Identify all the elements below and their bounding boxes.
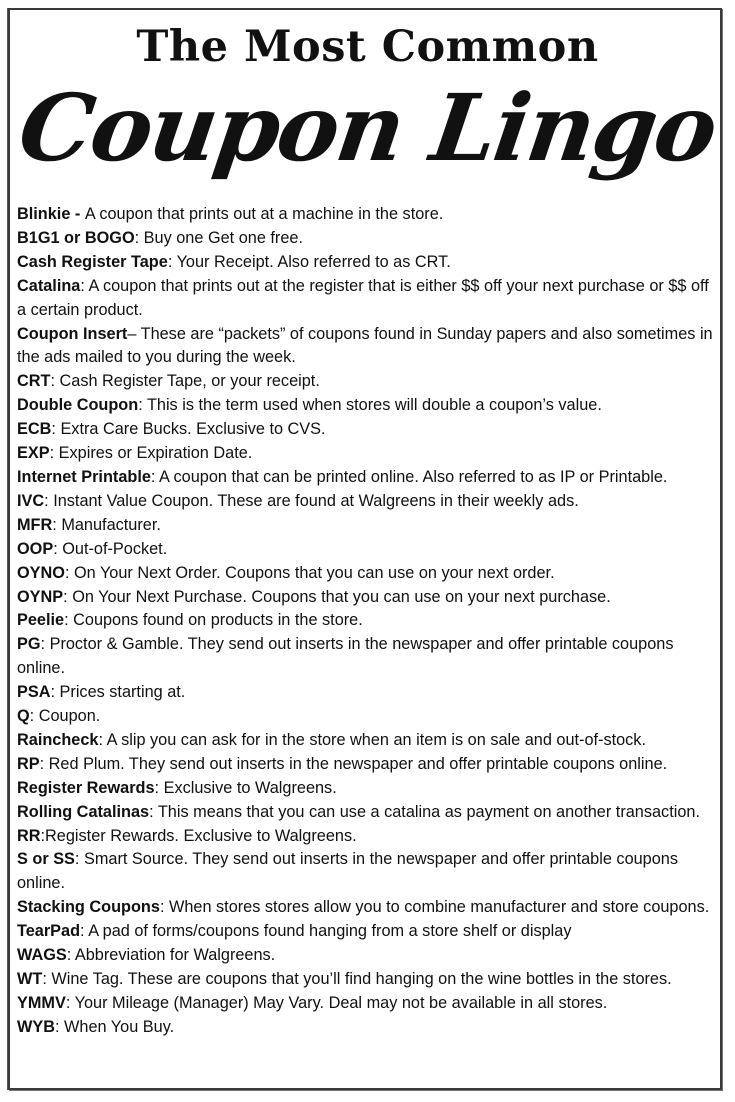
glossary-entry xyxy=(17,944,722,968)
glossary-definition: : Manufacturer. xyxy=(52,515,161,534)
glossary-term: Stacking Coupons xyxy=(17,898,160,917)
glossary-term: RP xyxy=(17,754,40,773)
glossary-term: OYNO xyxy=(17,563,65,582)
glossary-term: Register Rewards xyxy=(17,778,155,797)
glossary-term: OOP xyxy=(17,539,54,558)
glossary-entry xyxy=(17,825,722,849)
glossary-definition: : Red Plum. They send out inserts in the newspaper and offer printable coupons online. xyxy=(39,754,668,773)
glossary-term: ECB xyxy=(17,420,52,439)
glossary-definition: : This means that you can use a catalina as payment on another transaction. xyxy=(149,802,700,821)
glossary-term: Peelie xyxy=(17,611,65,630)
glossary-entry xyxy=(17,323,722,371)
glossary-term: TearPad xyxy=(17,922,81,941)
glossary-term: Blinkie - xyxy=(17,205,85,223)
glossary-term: S or SS xyxy=(17,850,75,869)
glossary-entry xyxy=(17,896,722,920)
glossary-definition: : Cash Register Tape, or your receipt. xyxy=(50,372,320,391)
glossary-entry xyxy=(17,681,722,705)
glossary-term: Q xyxy=(17,707,30,726)
glossary-term: Cash Register Tape xyxy=(17,252,168,271)
glossary-term: RR xyxy=(17,826,41,845)
glossary-definition: : Out-of-Pocket. xyxy=(53,539,168,558)
glossary-term: WAGS xyxy=(17,946,67,965)
glossary-term: MFR xyxy=(17,515,53,534)
glossary-definition: : Buy one Get one free. xyxy=(134,228,303,247)
glossary-entry xyxy=(17,370,722,394)
glossary-term: YMMV xyxy=(17,993,66,1012)
glossary-definition: : Coupons found on products in the store. xyxy=(64,611,363,630)
glossary-definition: :Register Rewards. Exclusive to Walgreens. xyxy=(40,826,357,845)
glossary-entry xyxy=(17,1016,722,1040)
glossary-entry xyxy=(17,466,722,490)
glossary-entry xyxy=(17,633,722,681)
glossary-entry xyxy=(17,848,722,896)
glossary-term: WYB xyxy=(17,1017,55,1036)
glossary-definition: : Expires or Expiration Date. xyxy=(49,444,253,463)
glossary-definition: A coupon that prints out at a machine in the store. xyxy=(84,205,444,223)
glossary-definition: : When stores stores allow you to combine manufacturer and store coupons. xyxy=(159,898,710,917)
glossary-definition: : Proctor & Gamble. They send out inserts in the newspaper and offer printable coupons online. xyxy=(17,635,674,678)
glossary-term: B1G1 or BOGO xyxy=(17,228,135,247)
glossary-entry xyxy=(17,394,722,418)
glossary-entry xyxy=(17,992,722,1016)
page-title: The Most Common xyxy=(136,22,599,72)
glossary-definition: : Exclusive to Walgreens. xyxy=(154,778,337,797)
glossary-entry xyxy=(17,227,722,251)
glossary-entry xyxy=(17,968,722,992)
glossary-entry xyxy=(17,920,722,944)
glossary-entry xyxy=(17,251,722,275)
glossary-term: EXP xyxy=(17,444,50,463)
glossary-definition: : Abbreviation for Walgreens. xyxy=(66,946,276,965)
glossary-term: Internet Printable xyxy=(17,467,151,486)
glossary-definition: : When You Buy. xyxy=(54,1017,175,1036)
glossary-definition: : Coupon. xyxy=(29,707,101,726)
glossary-entry xyxy=(17,729,722,753)
glossary-term: OYNP xyxy=(17,587,64,606)
glossary-entry xyxy=(17,586,722,610)
glossary-term: IVC xyxy=(17,491,45,510)
glossary-term: WT xyxy=(17,970,43,988)
glossary-entry xyxy=(17,514,722,538)
glossary-definition: – These are “packets” of coupons found in Sunday papers and also sometimes in the ads mailed to you during the week. xyxy=(17,324,713,367)
page-subtitle-script: Coupon Lingo xyxy=(12,74,723,182)
glossary-term: PG xyxy=(17,635,41,654)
glossary-definition: : Prices starting at. xyxy=(50,683,186,702)
glossary-entry xyxy=(17,705,722,729)
glossary-entry xyxy=(17,275,722,323)
glossary-entry xyxy=(17,609,722,633)
glossary-entry xyxy=(17,777,722,801)
glossary-term: Double Coupon xyxy=(17,396,139,415)
glossary-definition: : A coupon that prints out at the register that is either $$ off your next purchase or $$ off a certain product. xyxy=(17,276,709,319)
glossary-definition: : On Your Next Purchase. Coupons that you can use on your next purchase. xyxy=(63,587,611,606)
glossary-definition: : Wine Tag. These are coupons that you’ll find hanging on the wine bottles in the stores. xyxy=(42,970,672,988)
glossary-entry xyxy=(17,801,722,825)
glossary-definition: : This is the term used when stores will double a coupon’s value. xyxy=(138,396,602,415)
glossary-entry xyxy=(17,490,722,514)
glossary-definition: : A pad of forms/coupons found hanging from a store shelf or display xyxy=(80,922,572,941)
glossary-definition: : Instant Value Coupon. These are found at Walgreens in their weekly ads. xyxy=(44,491,579,510)
glossary-definition: : On Your Next Order. Coupons that you can use on your next order. xyxy=(64,563,555,582)
glossary-entry xyxy=(17,538,722,562)
glossary-list xyxy=(17,203,722,1040)
glossary-definition: : Your Receipt. Also referred to as CRT. xyxy=(167,252,451,271)
glossary-definition: : Your Mileage (Manager) May Vary. Deal may not be available in all stores. xyxy=(65,993,608,1012)
glossary-term: CRT xyxy=(17,372,51,391)
glossary-definition: : A coupon that can be printed online. Also referred to as IP or Printable. xyxy=(150,467,668,486)
glossary-entry xyxy=(17,203,722,227)
glossary-term: Catalina xyxy=(17,276,81,295)
glossary-term: PSA xyxy=(17,683,51,702)
glossary-definition: : Smart Source. They send out inserts in the newspaper and offer printable coupons online. xyxy=(17,850,678,893)
glossary-definition: : A slip you can ask for in the store when an item is on sale and out-of-stock. xyxy=(98,730,646,749)
glossary-entry xyxy=(17,418,722,442)
glossary-term: Rolling Catalinas xyxy=(17,802,150,821)
glossary-entry xyxy=(17,562,722,586)
glossary-entry xyxy=(17,442,722,466)
glossary-term: Coupon Insert xyxy=(17,324,128,343)
glossary-entry xyxy=(17,753,722,777)
glossary-definition: : Extra Care Bucks. Exclusive to CVS. xyxy=(51,420,326,439)
glossary-term: Raincheck xyxy=(17,730,99,749)
